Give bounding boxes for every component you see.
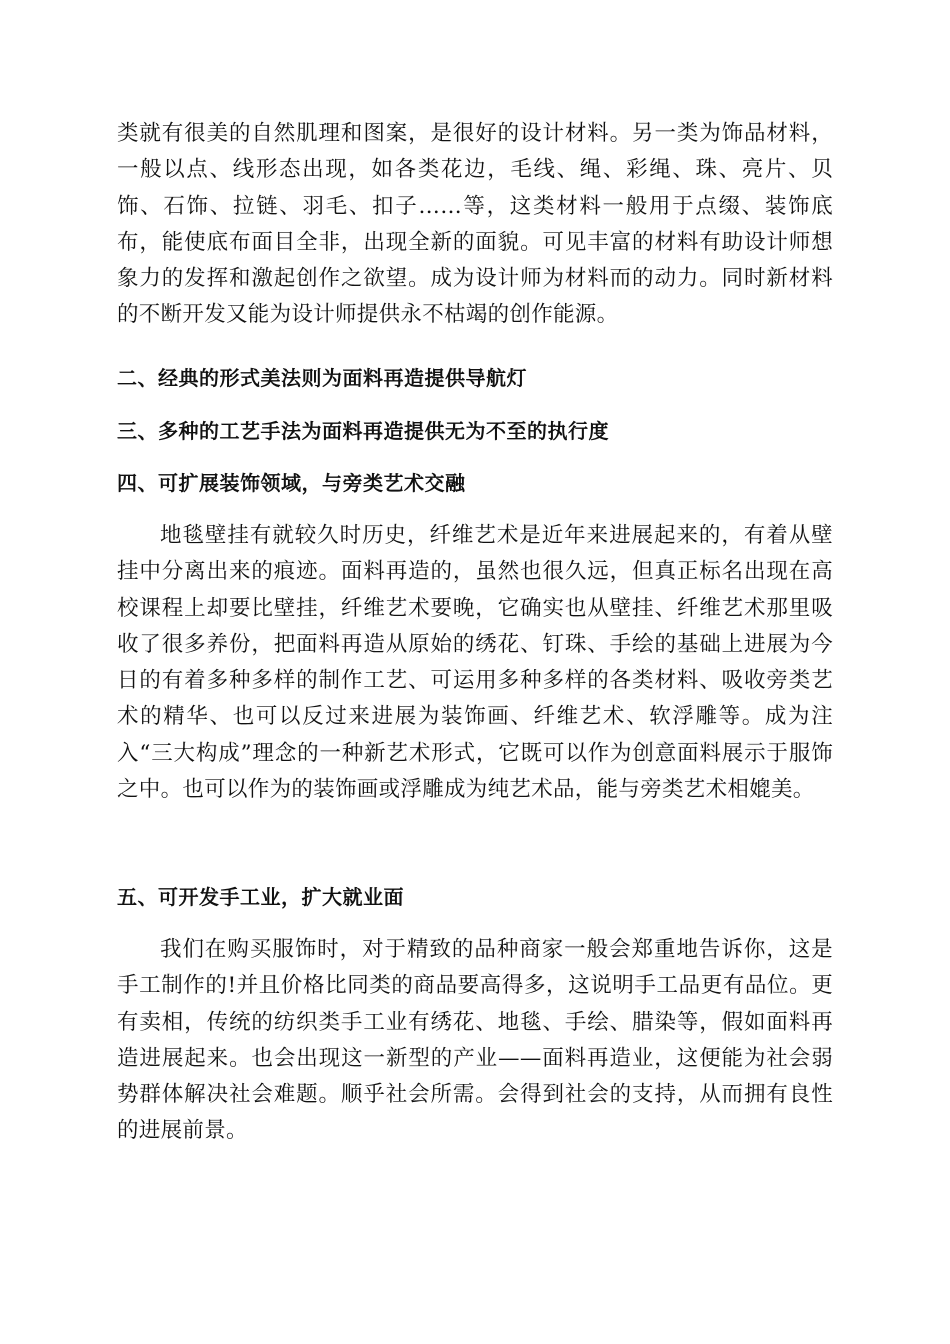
- paragraph-decoration: 地毯壁挂有就较久时历史，纤维艺术是近年来进展起来的，有着从壁挂中分离出来的痕迹。面料再造的，虽然也很久远，但真正标名出现在高校课程上却要比壁挂，纤维艺术要晚，它确实也从壁挂、纤维艺术那里吸收了很多养份，把面料再造从原始的绣花、钉珠、手绘的基础上进展为今日的有着多种多样的制作工艺、可运用多种多样的各类材料、吸收旁类艺术的精华、也可以反过来进展为装饰画、纤维艺术、软浮雕等。成为注入“三大构成”理念的一种新艺术形式，它既可以作为创意面料展示于服饰之中。也可以作为的装饰画或浮雕成为纯艺术品，能与旁类艺术相媲美。: [117, 523, 833, 803]
- paragraph-handicraft: 我们在购买服饰时，对于精致的品种商家一般会郑重地告诉你，这是手工制作的!并且价格比同类的商品要高得多，这说明手工品更有品位。更有卖相，传统的纺织类手工业有绣花、地毯、手绘、腊染等，假如面料再造进展起来。也会出现这一新型的产业——面料再造业，这便能为社会弱势群体解决社会难题。顺乎社会所需。会得到社会的支持，从而拥有良性的进展前景。: [117, 937, 833, 1144]
- section-heading-3: 三、多种的工艺手法为面料再造提供无为不至的执行度: [117, 419, 609, 443]
- section-heading-5: 五、可开发手工业，扩大就业面: [117, 885, 404, 909]
- section-heading-2: 二、经典的形式美法则为面料再造提供导航灯: [117, 366, 527, 390]
- section-heading-4: 四、可扩展装饰领域，与旁类艺术交融: [117, 471, 466, 495]
- paragraph-materials: 类就有很美的自然肌理和图案，是很好的设计材料。另一类为饰品材料，一般以点、线形态出现，如各类花边，毛线、绳、彩绳、珠、亮片、贝饰、石饰、拉链、羽毛、扣子……等，这类材料一般用于点缀、装饰底布，能使底布面目全非，出现全新的面貌。可见丰富的材料有助设计师想象力的发挥和激起创作之欲望。成为设计师为材料而的动力。同时新材料的不断开发又能为设计师提供永不枯竭的创作能源。: [117, 121, 833, 328]
